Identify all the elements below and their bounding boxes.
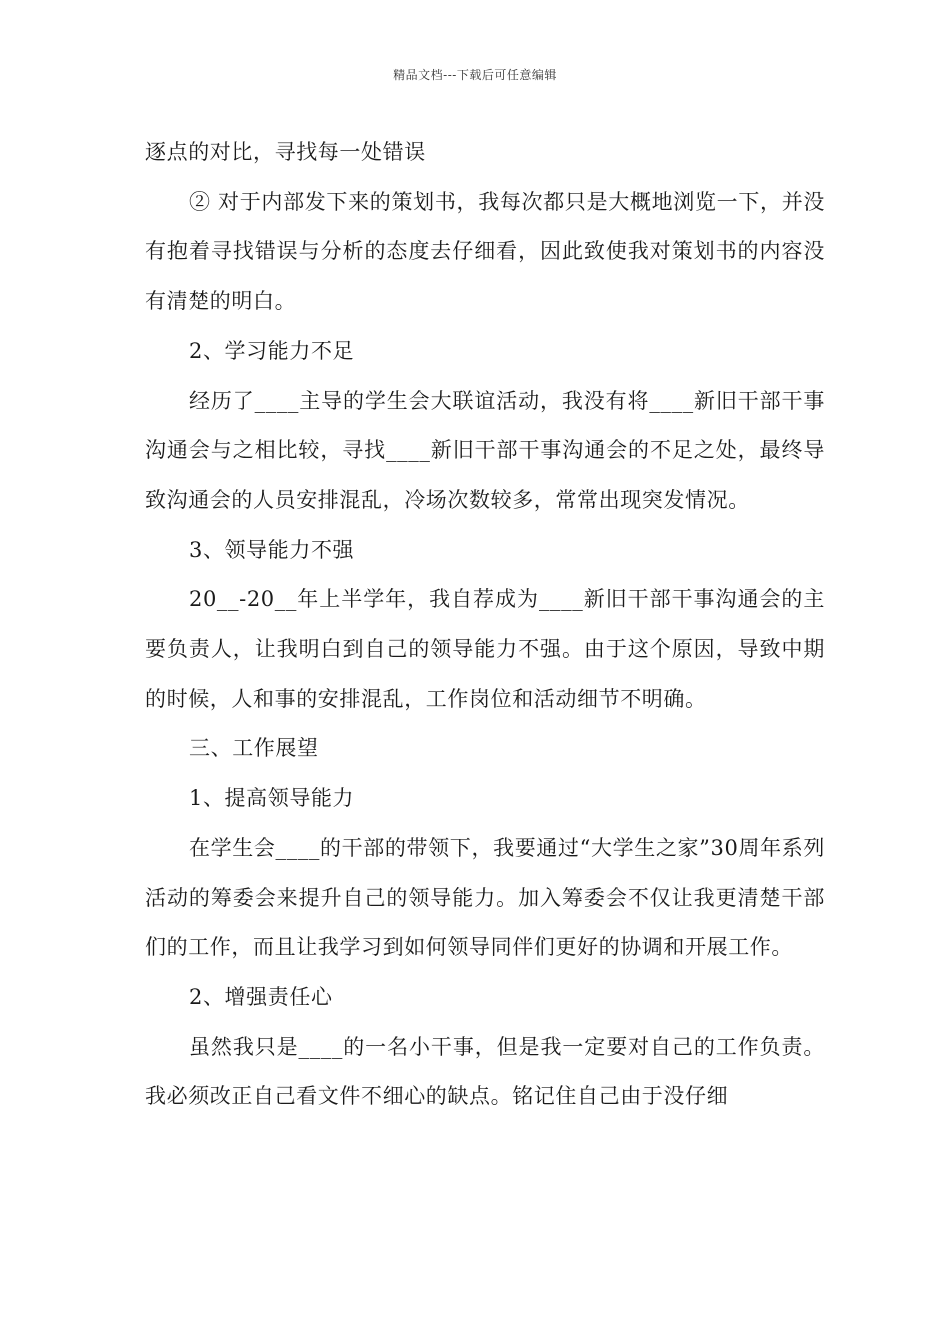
heading-learning-ability: 2、学习能力不足 <box>189 338 355 363</box>
page-header: 精品文档---下载后可任意编辑 <box>393 68 557 82</box>
paragraph-learning-ability: 经历了____主导的学生会大联谊活动，我没有将____新旧干部干事沟通会与之相比较，寻找____新旧干部干事沟通会的不足之处，最终导致沟通会的人员安排混乱，冷场次数较多，常常出现突发情况。 <box>145 388 825 512</box>
section-heading-outlook: 三、工作展望 <box>189 736 319 761</box>
paragraph-improve-leadership: 在学生会____的干部的带领下，我要通过“大学生之家”30周年系列活动的筹委会来提升自己的领导能力。加入筹委会不仅让我更清楚干部们的工作，而且让我学习到如何领导同伴们更好的协调和开展工作。 <box>145 835 825 960</box>
paragraph-continuation: 逐点的对比，寻找每一处错误 <box>145 140 426 164</box>
heading-improve-leadership: 1、提高领导能力 <box>189 786 355 811</box>
heading-leadership-ability: 3、领导能力不强 <box>189 537 355 562</box>
paragraph-responsibility: 虽然我只是____的一名小干事，但是我一定要对自己的工作负责。我必须改正自己看文件不细心的缺点。铭记住自己由于没仔细 <box>145 1034 825 1109</box>
heading-responsibility: 2、增强责任心 <box>189 984 333 1009</box>
document-body <box>145 128 825 1122</box>
paragraph-leadership-ability: 20__-20__年上半学年，我自荐成为____新旧干部干事沟通会的主要负责人，让我明白到自己的领导能力不强。由于这个原因，导致中期的时候，人和事的安排混乱，工作岗位和活动细节不明确。 <box>145 587 825 711</box>
paragraph-point-2: ② 对于内部发下来的策划书，我每次都只是大概地浏览一下，并没有抱着寻找错误与分析的态度去仔细看，因此致使我对策划书的内容没有清楚的明白。 <box>145 189 825 314</box>
